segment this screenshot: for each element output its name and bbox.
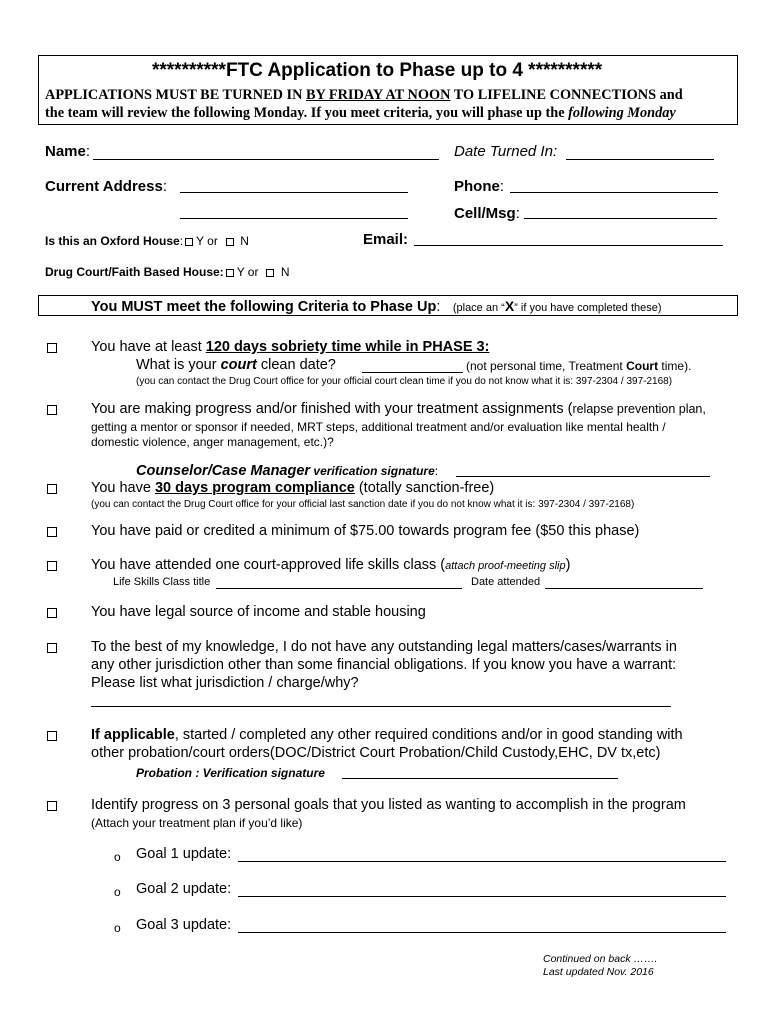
- n-text: N: [280, 265, 290, 279]
- criterion-2-text: [91, 401, 706, 417]
- current-address-label: Current Address:: [45, 178, 167, 195]
- note-text: ” if you have completed these): [514, 302, 662, 314]
- c1-q: clean date?: [256, 357, 336, 373]
- address-field-line-2[interactable]: [180, 218, 408, 219]
- name-label-text: Name: [45, 143, 86, 160]
- goal-3-field[interactable]: [238, 932, 726, 933]
- email-label: Email:: [363, 231, 409, 248]
- address-label-text: Current Address: [45, 178, 163, 195]
- criterion-7-line-1: To the best of my knowledge, I do not have any outstanding legal matters/cases/warrants in: [91, 639, 677, 655]
- c1-note: (not personal time, Treatment: [466, 359, 627, 373]
- drug-court-label: Drug Court/Faith Based House:: [45, 265, 224, 279]
- c2-examples: relapse prevention plan,: [572, 402, 706, 416]
- criterion-1-text: [91, 339, 489, 355]
- counselor-sig-text: verification signature: [310, 464, 435, 478]
- notice-text: the team will review the following Monday. If you meet criteria, you will phase up the: [45, 105, 569, 121]
- probation-signature-field[interactable]: [342, 778, 618, 779]
- email-field[interactable]: [414, 245, 723, 246]
- court-clean-date-field[interactable]: [362, 372, 463, 373]
- oxford-label: Is this an Oxford House: [45, 234, 180, 248]
- criterion-3-checkbox[interactable]: [47, 484, 57, 494]
- n-text: N: [240, 234, 249, 248]
- phone-label-text: Phone: [454, 178, 500, 195]
- criterion-2-line-3: domestic violence, anger management, etc.)?: [91, 435, 334, 449]
- oxford-yes-checkbox[interactable]: [185, 238, 193, 246]
- criterion-4-checkbox[interactable]: [47, 527, 57, 537]
- c5-attach-note: attach proof-meeting slip: [445, 560, 566, 572]
- goal-2-bullet: o: [114, 885, 121, 899]
- date-label-text: Date Turned In: [454, 143, 553, 160]
- c1-emphasis: 120 days sobriety time while in PHASE 3:: [205, 339, 490, 355]
- criterion-3-contact-note: (you can contact the Drug Court office for your official last sanction date if you do not know what it is: 397-2304 / 397-2168): [91, 499, 635, 510]
- c2-text: You are making progress and/or finished with your treatment assignments (: [91, 401, 573, 417]
- criterion-9-line-1: Identify progress on 3 personal goals that you listed as wanting to accomplish in the program: [91, 797, 686, 813]
- c1-note-court: Court: [626, 359, 659, 373]
- continued-note: Continued on back …….: [543, 953, 658, 965]
- criteria-header-main: You MUST meet the following Criteria to Phase Up: [91, 299, 437, 315]
- phone-field[interactable]: [510, 192, 718, 193]
- c8-text: , started / completed any other required conditions and/or in good standing with: [174, 727, 683, 743]
- criterion-2-checkbox[interactable]: [47, 405, 57, 415]
- drug-court-no-checkbox[interactable]: [266, 269, 274, 277]
- submission-notice-line-1: [45, 87, 683, 104]
- cell-field[interactable]: [524, 218, 717, 219]
- date-turned-in-field[interactable]: [566, 159, 714, 160]
- probation-signature-label: Probation : Verification signature: [136, 766, 325, 780]
- c5-text: You have attended one court-approved life skills class (: [91, 557, 446, 573]
- criterion-7-checkbox[interactable]: [47, 643, 57, 653]
- jurisdiction-field[interactable]: [91, 706, 671, 707]
- address-field-line-1[interactable]: [180, 192, 408, 193]
- criterion-2-line-2: getting a mentor or sponsor if needed, MRT steps, additional treatment and/or evaluation like mental health /: [91, 420, 666, 434]
- criterion-9-checkbox[interactable]: [47, 801, 57, 811]
- criterion-1-checkbox[interactable]: [47, 343, 57, 353]
- life-skills-title-field[interactable]: [216, 588, 462, 589]
- last-updated-note: Last updated Nov. 2016: [543, 966, 654, 978]
- criterion-6-text: You have legal source of income and stable housing: [91, 604, 426, 620]
- criteria-header-note: [452, 298, 662, 314]
- note-x: X: [504, 298, 515, 314]
- goal-3-bullet: o: [114, 921, 121, 935]
- cell-label-text: Cell/Msg: [454, 205, 516, 222]
- c1-text: You have at least: [91, 339, 206, 355]
- goal-2-label: Goal 2 update:: [136, 881, 232, 897]
- criterion-8-line-2: other probation/court orders(DOC/District Court Probation/Child Custody,EHC, DV tx,etc): [91, 745, 661, 761]
- cell-label: Cell/Msg:: [454, 205, 520, 222]
- goal-2-field[interactable]: [238, 896, 726, 897]
- criterion-1-question: [136, 357, 336, 373]
- criterion-3-text: [91, 480, 494, 496]
- y-or-text: Y or: [196, 234, 218, 248]
- drug-court-question: [45, 265, 290, 279]
- date-turned-in-label: Date Turned In:: [454, 143, 558, 160]
- c3-text: You have: [91, 480, 155, 496]
- criterion-1-contact-note: (you can contact the Drug Court office for your official court clean time if you do not know what it is: 397-2304 / 397-2168): [136, 376, 673, 387]
- goal-1-field[interactable]: [238, 861, 726, 862]
- criterion-8-checkbox[interactable]: [47, 731, 57, 741]
- c1-q-court: court: [220, 357, 257, 373]
- notice-deadline: BY FRIDAY AT NOON: [305, 87, 451, 103]
- criterion-6-checkbox[interactable]: [47, 608, 57, 618]
- notice-text: APPLICATIONS MUST BE TURNED IN: [45, 87, 306, 103]
- criterion-1-note: [466, 359, 691, 373]
- counselor-signature-field[interactable]: [456, 476, 710, 477]
- c3-text: (totally sanction-free): [354, 480, 495, 496]
- drug-court-yes-checkbox[interactable]: [226, 269, 234, 277]
- note-text: (place an “: [452, 302, 505, 314]
- c8-if-applicable: If applicable: [91, 727, 175, 743]
- c1-q: What is your: [136, 357, 221, 373]
- life-skills-title-label: Life Skills Class title: [113, 576, 211, 588]
- oxford-house-question: Is this an Oxford House: Y or N: [45, 234, 249, 248]
- name-field[interactable]: [93, 159, 439, 160]
- oxford-no-checkbox[interactable]: [226, 238, 234, 246]
- criterion-9-line-2: (Attach your treatment plan if you’d like): [91, 816, 303, 830]
- criterion-8-line-1: [91, 727, 683, 743]
- c5-text: ): [565, 557, 571, 573]
- goal-3-label: Goal 3 update:: [136, 917, 232, 933]
- criterion-7-line-3: Please list what jurisdiction / charge/why?: [91, 675, 359, 691]
- notice-text: TO LIFELINE CONNECTIONS and: [450, 87, 683, 103]
- counselor-title: Counselor/Case Manager: [136, 463, 311, 479]
- c3-emphasis: 30 days program compliance: [154, 480, 355, 496]
- date-attended-label: Date attended: [471, 576, 541, 588]
- criterion-7-line-2: any other jurisdiction other than some financial obligations. If you know you have a warrant:: [91, 657, 677, 673]
- goal-1-label: Goal 1 update:: [136, 846, 232, 862]
- criterion-4-text: You have paid or credited a minimum of $75.00 towards program fee ($50 this phase): [91, 523, 640, 539]
- phone-label: Phone:: [454, 178, 505, 195]
- goal-1-bullet: o: [114, 850, 121, 864]
- criteria-header: You MUST meet the following Criteria to Phase Up: (place an “X” if you have completed these): [91, 298, 662, 315]
- criterion-5-text: [91, 557, 570, 573]
- name-label: Name:: [45, 143, 91, 160]
- criterion-5-checkbox[interactable]: [47, 561, 57, 571]
- notice-emphasis: following Monday: [568, 105, 676, 121]
- date-attended-field[interactable]: [545, 588, 703, 589]
- y-or-text: Y or: [236, 265, 259, 279]
- submission-notice-line-2: [45, 105, 676, 122]
- form-title: **********FTC Application to Phase up to 4 **********: [152, 60, 603, 81]
- counselor-signature-label: Counselor/Case Manager verification signature:: [136, 463, 439, 479]
- c1-note: time).: [658, 359, 692, 373]
